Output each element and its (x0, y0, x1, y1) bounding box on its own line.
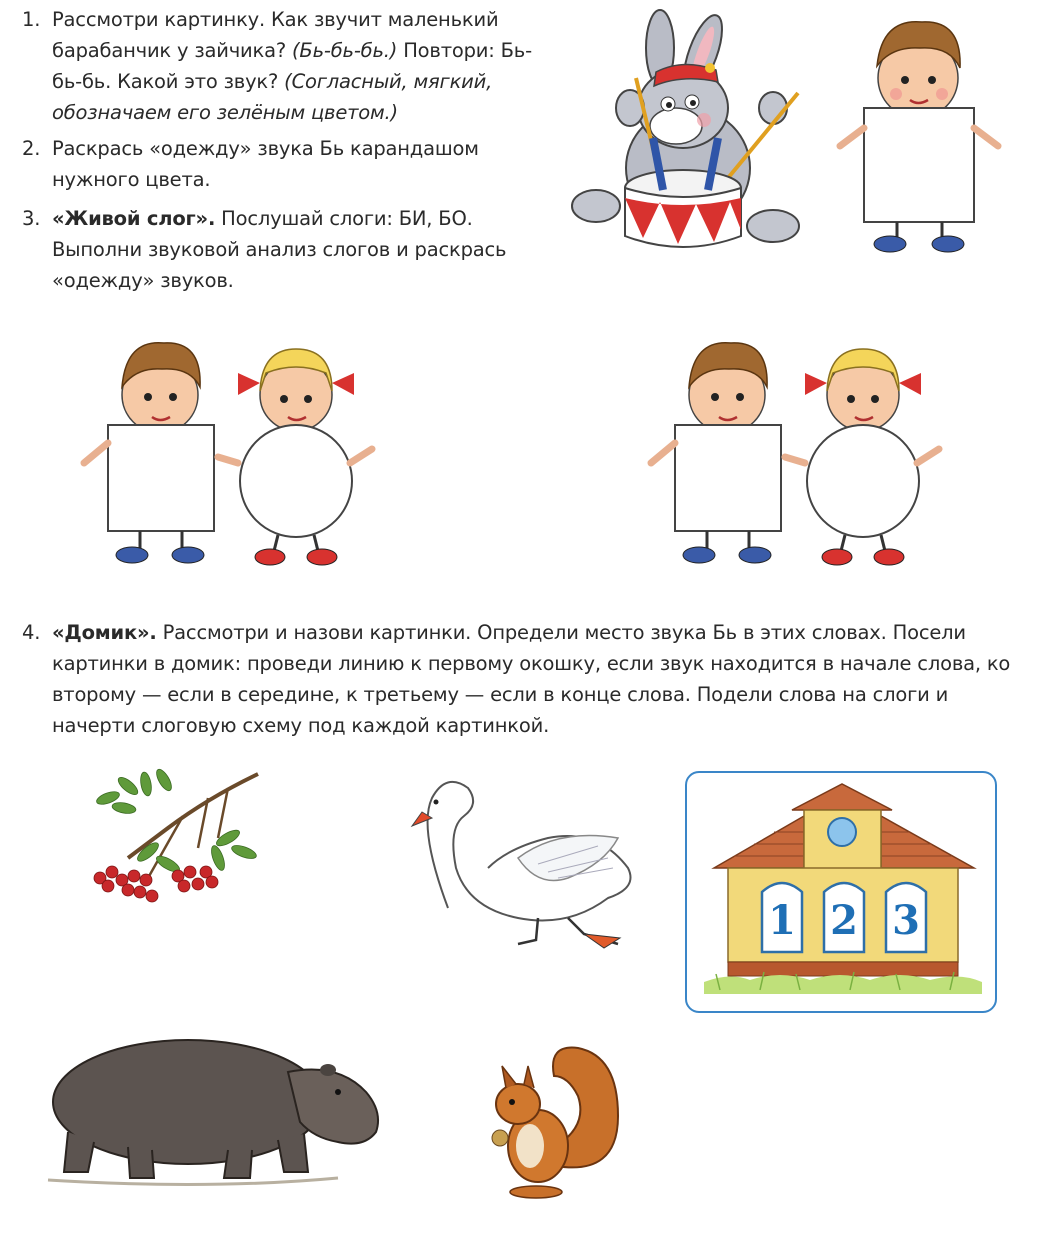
task-3-title: «Живой слог». (52, 207, 216, 230)
hippo-illustration (38, 1022, 388, 1187)
house-window-1-digit: 1 (768, 897, 796, 944)
task-1-number: 1. (22, 8, 41, 31)
house-window-3-digit: 3 (892, 897, 920, 944)
task-4-text: Рассмотри и назови картинки. Определи место звука Бь в этих словах. Посели картинки в домик: проведи линию к первому окошку, если звук находится в начале слова, ко второму — если в середине, к третьему — если в конце слова. Подели слова на слоги и начерти слоговую схему под каждой картинкой. (52, 621, 1011, 737)
task-4 (22, 617, 1012, 741)
task-3-text: Послушай слоги: БИ, БО. Выполни звуковой анализ слогов и раскрась «одежду» звуков. (52, 207, 507, 292)
task-2 (22, 133, 532, 195)
house-window-2-digit: 2 (830, 897, 858, 944)
task-4-title: «Домик». (52, 621, 157, 644)
syllable-pair-right-illustration (645, 333, 945, 578)
task-1 (22, 4, 532, 128)
task-1-text: Рассмотри картинку. Как звучит маленький барабанчик у зайчика? (Бь-бь-бь.) Повтори: Бь-бь-бь. Какой это звук? (Согласный, мягкий, обозначаем его зелёным цветом.) (52, 8, 532, 124)
squirrel-illustration (478, 1036, 628, 1201)
task-3-number: 3. (22, 207, 41, 230)
task-1-hint-1: (Бь-бь-бь.) (292, 39, 398, 62)
task-2-number: 2. (22, 137, 41, 160)
rowan-branch-illustration (88, 768, 268, 913)
boy-square-card-illustration (832, 8, 1007, 258)
swan-illustration (408, 768, 648, 953)
bunny-drummer-illustration (568, 8, 808, 258)
task-3 (22, 203, 532, 296)
syllable-pair-left-illustration (78, 333, 378, 578)
house-illustration (700, 776, 985, 1006)
task-2-text: Раскрась «одежду» звука Бь карандашом нужного цвета. (52, 137, 479, 191)
task-1-hint-2: (Согласный, мягкий, обозначаем его зелёным цветом.) (52, 70, 493, 124)
task-4-number: 4. (22, 621, 41, 644)
